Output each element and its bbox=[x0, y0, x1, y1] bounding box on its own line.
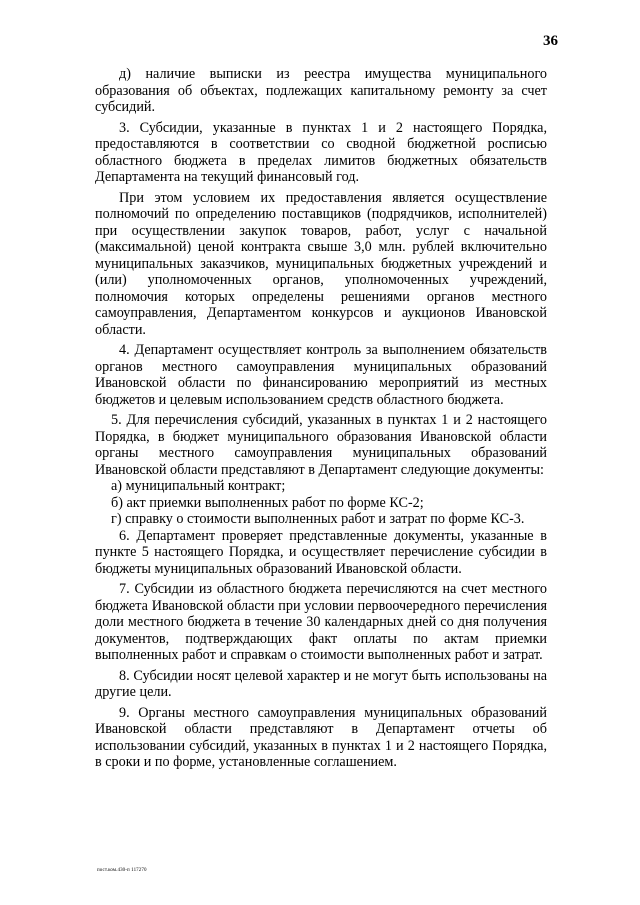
list-item-g: г) справку о стоимости выполненных работ и затрат по форме КС-3. bbox=[111, 511, 525, 527]
paragraph-subitem-d: д) наличие выписки из реестра имущества муниципального образования об объектах, подлежащих капитальному ремонту за счет субсидий. bbox=[95, 66, 547, 115]
list-item-b: б) акт приемки выполненных работ по форме КС-2; bbox=[111, 494, 424, 511]
paragraph-7: 7. Субсидии из областного бюджета перечисляются на счет местного бюджета Ивановской области при условии первоочередного перечисления доли местного бюджета в течение 30 календарных дней со дня получения документов, подтверждающих факт оплаты по актам приемки выполненных работ и справкам о стоимости выполненных работ и затрат. bbox=[95, 581, 547, 663]
footer-code: пост.ком.430-п 117270 bbox=[97, 868, 147, 873]
paragraph-3: 3. Субсидии, указанные в пунктах 1 и 2 настоящего Порядка, предоставляются в соответствии со сводной бюджетной росписью областного бюджета в пределах лимитов бюджетных обязательств Департамента на текущий финансовый год. bbox=[95, 119, 547, 185]
list-item-a: а) муниципальный контракт; bbox=[111, 478, 286, 494]
paragraph-3-condition: При этом условием их предоставления является осуществление полномочий по определению поставщиков (подрядчиков, исполнителей) при осуществлении закупок товаров, работ, услуг с начальной (максимальной) ценой контракта свыше 3,0 млн. рублей включительно муниципальных заказчиков, муниципальных бюджетных учреждений и (или) уполномоченных органов, уполномоченных учреждений, полномочия которых определены решениями органов местного самоуправления, Департаментом конкурсов и аукционов Ивановской области. bbox=[95, 189, 547, 338]
paragraph-6: 6. Департамент проверяет представленные документы, указанные в пункте 5 настоящего Порядка, и осуществляет перечисление субсидии в бюджеты муниципальных образований Ивановской области. bbox=[95, 527, 547, 577]
paragraph-9: 9. Органы местного самоуправления муниципальных образований Ивановской области представляют в Департамент отчеты об использовании субсидий, указанных в пунктах 1 и 2 настоящего Порядка, в сроки и по форме, установленные соглашением. bbox=[95, 704, 547, 770]
document-body bbox=[95, 66, 547, 775]
paragraph-4: 4. Департамент осуществляет контроль за выполнением обязательств органов местного самоуправления муниципальных образований Ивановской области по финансированию мероприятий из местных бюджетов и целевым использованием средств областного бюджета. bbox=[95, 342, 547, 408]
page-number: 36 bbox=[543, 33, 558, 49]
paragraph-8: 8. Субсидии носят целевой характер и не могут быть использованы на другие цели. bbox=[95, 667, 547, 700]
paragraph-5: 5. Для перечисления субсидий, указанных в пунктах 1 и 2 настоящего Порядка, в бюджет муниципального образования Ивановской области органы местного самоуправления муниципальных образований Ивановской области представляют в Департамент следующие документы: bbox=[95, 412, 547, 478]
